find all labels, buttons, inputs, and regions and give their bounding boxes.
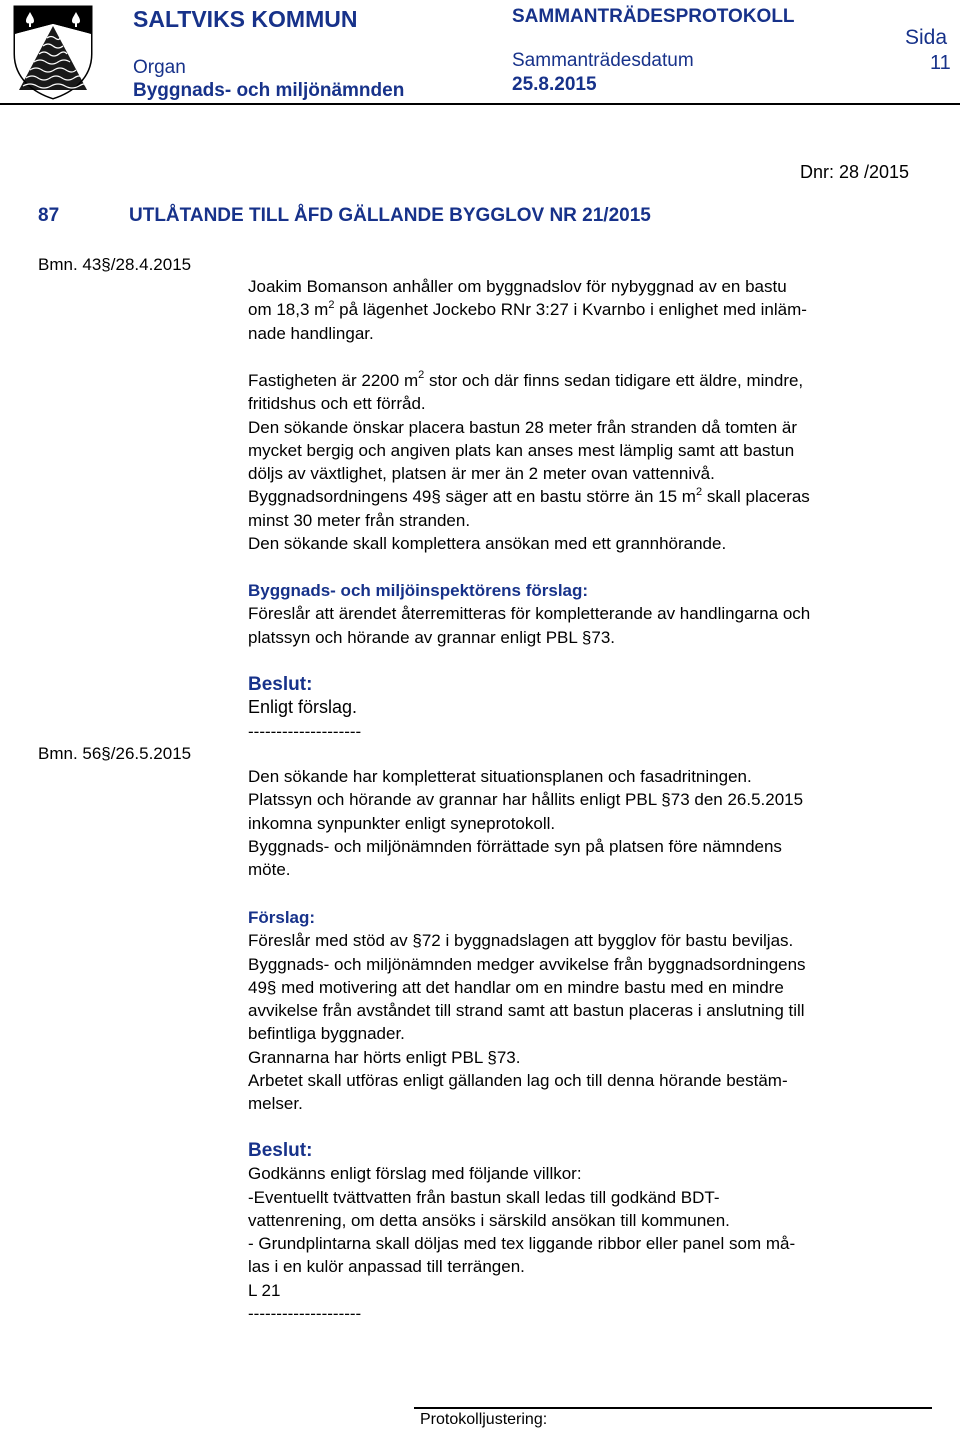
protocol-verification-label: Protokolljustering: <box>420 1411 548 1428</box>
text-line: Föreslår med stöd av §72 i byggnadslagen att bygglov för bastu beviljas. <box>248 931 794 951</box>
decision-heading: Beslut: <box>248 1140 313 1161</box>
text-line: Byggnads- och miljönämnden medger avvikelse från byggnadsordningens <box>248 954 806 974</box>
organ-label: Organ <box>133 57 186 78</box>
meeting-date-value: 25.8.2015 <box>512 74 597 95</box>
application-paragraph <box>248 275 938 345</box>
text-line: minst 30 meter från stranden. <box>248 510 471 530</box>
section-title: UTLÅTANDE TILL ÅFD GÄLLANDE BYGGLOV NR 21/2015 <box>129 205 651 226</box>
property-paragraph <box>248 369 938 555</box>
text-line: Arbetet skall utföras enligt gällanden lag och till denna hörande bestäm- <box>248 1071 788 1091</box>
decision-heading: Beslut: <box>248 674 313 695</box>
text-line: Byggnadsordningens 49§ säger att en bastu större än 15 $m^2$ skall placeras <box>248 485 810 507</box>
document-type: SAMMANTRÄDESPROTOKOLL <box>512 6 795 27</box>
text-line: döljs av växtlighet, platsen är mer än 2 meter ovan vattennivå. <box>248 464 715 484</box>
decision-1 <box>248 673 938 743</box>
reference-meeting-2: Bmn. 56§/26.5.2015 <box>38 744 192 763</box>
supplement-paragraph <box>248 765 938 881</box>
text-line: inkomna synpunkter enligt syneprotokoll. <box>248 813 556 833</box>
reference-meeting-1: Bmn. 43§/28.4.2015 <box>38 255 192 274</box>
page-number: 11 <box>930 52 951 74</box>
municipality-name: SALTVIKS KOMMUN <box>133 6 358 32</box>
text-line: Den sökande skall komplettera ansökan med ett grannhörande. <box>248 534 727 554</box>
decision-2 <box>248 1139 938 1325</box>
divider-line: -------------------- <box>248 721 362 741</box>
text-line: fritidshus och ett förråd. <box>248 394 426 414</box>
text-line: L 21 <box>248 1280 281 1300</box>
text-line: - Grundplintarna skall döljas med tex liggande ribbor eller panel som må- <box>248 1234 796 1254</box>
text-line: Den sökande önskar placera bastun 28 meter från stranden då tomten är <box>248 417 798 437</box>
text-line: Fastigheten är 2200 $m^2$ stor och där finns sedan tidigare ett äldre, mindre, <box>248 369 804 390</box>
forslag-heading: Förslag: <box>248 908 316 927</box>
text-line: platssyn och hörande av grannar enligt PBL §73. <box>248 627 616 647</box>
text-line: Platssyn och hörande av grannar har hållits enligt PBL §73 den 26.5.2015 <box>248 790 804 810</box>
text-line: avvikelse från avståndet till strand samt att bastun placeras i anslutning till <box>248 1001 805 1021</box>
decision-text: Enligt förslag. <box>248 697 358 718</box>
proposal-section <box>248 906 938 1116</box>
text-line: 49§ med motivering att det handlar om en mindre bastu med en mindre <box>248 977 784 997</box>
text-line: möte. <box>248 860 291 880</box>
header-divider <box>0 103 960 105</box>
divider-line: -------------------- <box>248 1304 362 1324</box>
coat-of-arms-logo <box>12 4 94 100</box>
meeting-date-label: Sammanträdesdatum <box>512 50 694 71</box>
text-line: -Eventuellt tvättvatten från bastun skall ledas till godkänd BDT- <box>248 1187 720 1207</box>
text-line: befintliga byggnader. <box>248 1024 405 1044</box>
text-line: nade handlingar. <box>248 323 374 343</box>
text-line: Godkänns enligt förslag med följande villkor: <box>248 1164 582 1184</box>
text-line: melser. <box>248 1094 303 1114</box>
text-line: mycket bergig och angiven plats kan anses mest lämplig samt att bastun <box>248 440 795 460</box>
text-line: om 18,3 $m^2$ på lägenhet Jockebo RNr 3:27 i Kvarnbo i enlighet med inläm- <box>248 298 807 320</box>
text-line: Den sökande har kompletterat situationsplanen och fasadritningen. <box>248 767 752 786</box>
section-number: 87 <box>38 205 60 226</box>
inspector-proposal <box>248 579 938 649</box>
dnr-number: Dnr: 28 /2015 <box>800 162 910 182</box>
page-label: Sida <box>905 26 948 49</box>
text-line: Grannarna har hörts enligt PBL §73. <box>248 1047 521 1067</box>
text-line: las i en kulör anpassad till terrängen. <box>248 1257 525 1277</box>
text-line: Föreslår att ärendet återremitteras för kompletterande av handlingarna och <box>248 604 811 624</box>
proposal-heading: Byggnads- och miljöinspektörens förslag: <box>248 581 589 600</box>
organ-value: Byggnads- och miljönämnden <box>133 80 405 101</box>
text-line: vattenrening, om detta ansöks i särskild ansökan till kommunen. <box>248 1210 730 1230</box>
text-line: Byggnads- och miljönämnden förrättade syn på platsen före nämndens <box>248 836 782 856</box>
text-line: Joakim Bomanson anhåller om byggnadslov för nybyggnad av en bastu <box>248 277 787 296</box>
